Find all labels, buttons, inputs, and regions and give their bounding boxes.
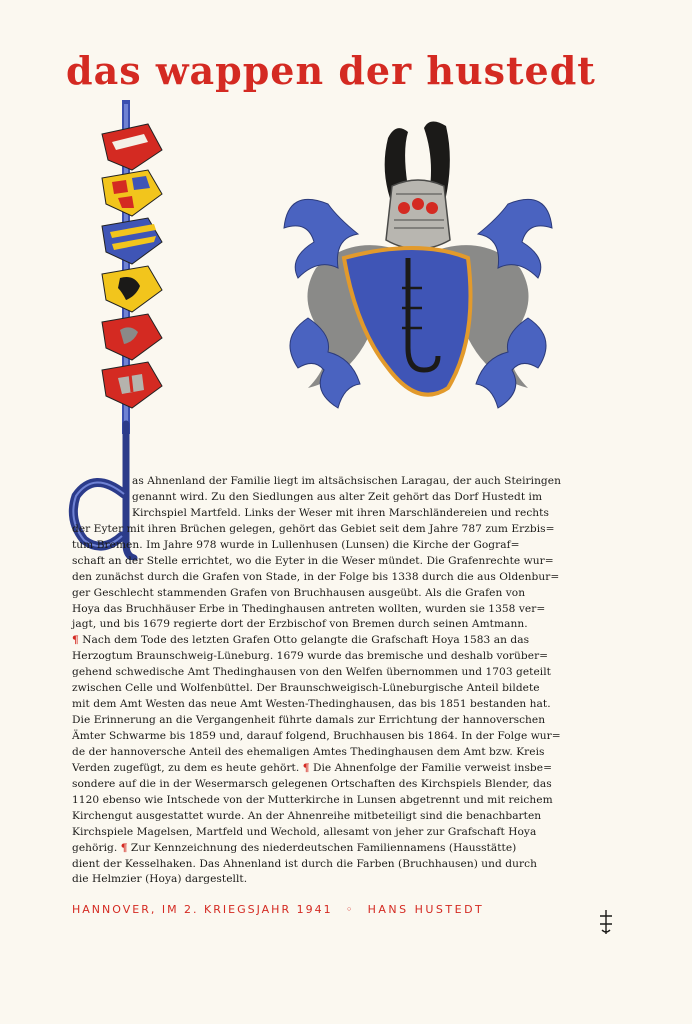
text-line-12: Herzogtum Braunschweig-Lüneburg. 1679 wurde das bremische und deshalb vorüber= [72,650,549,663]
text-line-2: genannt wird. Zu den Siedlungen aus alter Zeit gehört das Dorf Hustedt im [132,490,543,503]
body-text [72,474,632,888]
shield-2 [102,170,162,216]
text-line-23: Kirchspiele Magelsen, Martfeld und Wechold, allesamt von jeher zur Grafschaft Hoya [72,825,537,838]
text-line-16: Die Erinnerung an die Vergangenheit führte damals zur Errichtung der hannoverschen [72,714,546,727]
shield-5 [102,314,162,360]
text-line-3: Kirchspiel Martfeld. Links der Weser mit ihren Marschländereien und rechts [132,506,549,519]
text-line-4: der Eyter mit ihren Brüchen gelegen, gehört das Gebiet seit dem Jahre 787 zum Erzbis= [72,522,555,535]
footer-separator: ◦ [345,903,355,916]
paragraph-mark-icon: ¶ [120,841,128,854]
text-line-7: den zunächst durch die Grafen von Stade, in der Folge bis 1338 durch die aus Oldenbur= [72,570,560,583]
text-line-13: gehend schwedische Amt Thedinghausen von den Welfen übernommen und 1703 geteilt [72,666,551,679]
text-line-15: mit dem Amt Westen das neue Amt Westen-Thedinghausen, das bis 1851 bestanden hat. [72,698,551,711]
shield-6 [102,362,162,408]
text-line-17: Ämter Schwarme bis 1859 und, darauf folgend, Bruchhausen bis 1864. In der Folge wur= [72,730,561,742]
kettle-hook-shield-icon [268,108,568,428]
text-line-18: de der hannoversche Anteil des ehemaligen Amtes Thedinghausen dem Amt bzw. Kreis [72,745,545,758]
text-line-21: 1120 ebenso wie Intschede von der Mutterkirche in Lunsen abgetrennt und mit reichem [72,793,553,806]
text-line-11: ¶ Nach dem Tode des letzten Grafen Otto gelangte die Grafschaft Hoya 1583 an das [72,634,530,647]
shield-1 [102,124,162,170]
text-line-6: schaft an der Stelle errichtet, wo die Eyter in die Weser mündet. Die Grafenrechte wur= [72,554,554,567]
regional-shields-icon [96,100,168,440]
author-name: HANS HUSTEDT [367,903,485,916]
text-line-5: tum Bremen. Im Jahre 978 wurde in Lullenhusen (Lunsen) die Kirche der Gograf= [72,538,520,551]
footer-colophon [72,903,602,916]
text-line-9: Hoya das Bruchhäuser Erbe in Thedinghausen antreten wollten, wurden sie 1358 ver= [72,602,546,615]
text-line-24: gehörig. ¶ Zur Kennzeichnung des niederdeutschen Familiennamens (Hausstätte) [72,841,517,854]
text-line-25: dient der Kesselhaken. Das Ahnenland ist durch die Farben (Bruchhausen) und durch [72,857,537,870]
text-line-22: Kirchengut ausgestattet wurde. An der Ahnenreihe mitbeteiligt sind die benachbarten [72,809,542,822]
text-line-19: Verden zugefügt, zu dem es heute gehört. ¶ Die Ahnenfolge der Familie verweist insbe= [72,761,553,774]
place-date: HANNOVER, IM 2. KRIEGSJAHR 1941 [72,903,333,916]
text-line-20: sondere auf die in der Wesermarsch gelegenen Ortschaften des Kirchspiels Blender, das [72,777,552,790]
text-line-8: ger Geschlecht stammenden Grafen von Bruchhausen ausgeübt. Als die Grafen von [72,586,526,599]
artist-monogram-icon [596,908,616,936]
shield-4 [102,266,162,312]
text-line-14: zwischen Celle und Wolfenbüttel. Der Braunschweigisch-Lüneburgische Anteil bildete [72,682,540,695]
paragraph-mark-icon: ¶ [302,761,310,774]
text-line-26: die Helmzier (Hoya) dargestellt. [72,873,248,886]
text-line-1: as Ahnenland der Familie liegt im altsächsischen Laragau, der auch Steiringen [132,475,561,487]
paragraph-mark-icon: ¶ [72,634,79,647]
text-line-10: jagt, und bis 1679 regierte dort der Erzbischof von Bremen durch seinen Amtmann. [72,618,528,631]
page-title: das wappen der hustedt [66,48,596,93]
shield-3 [102,218,162,264]
